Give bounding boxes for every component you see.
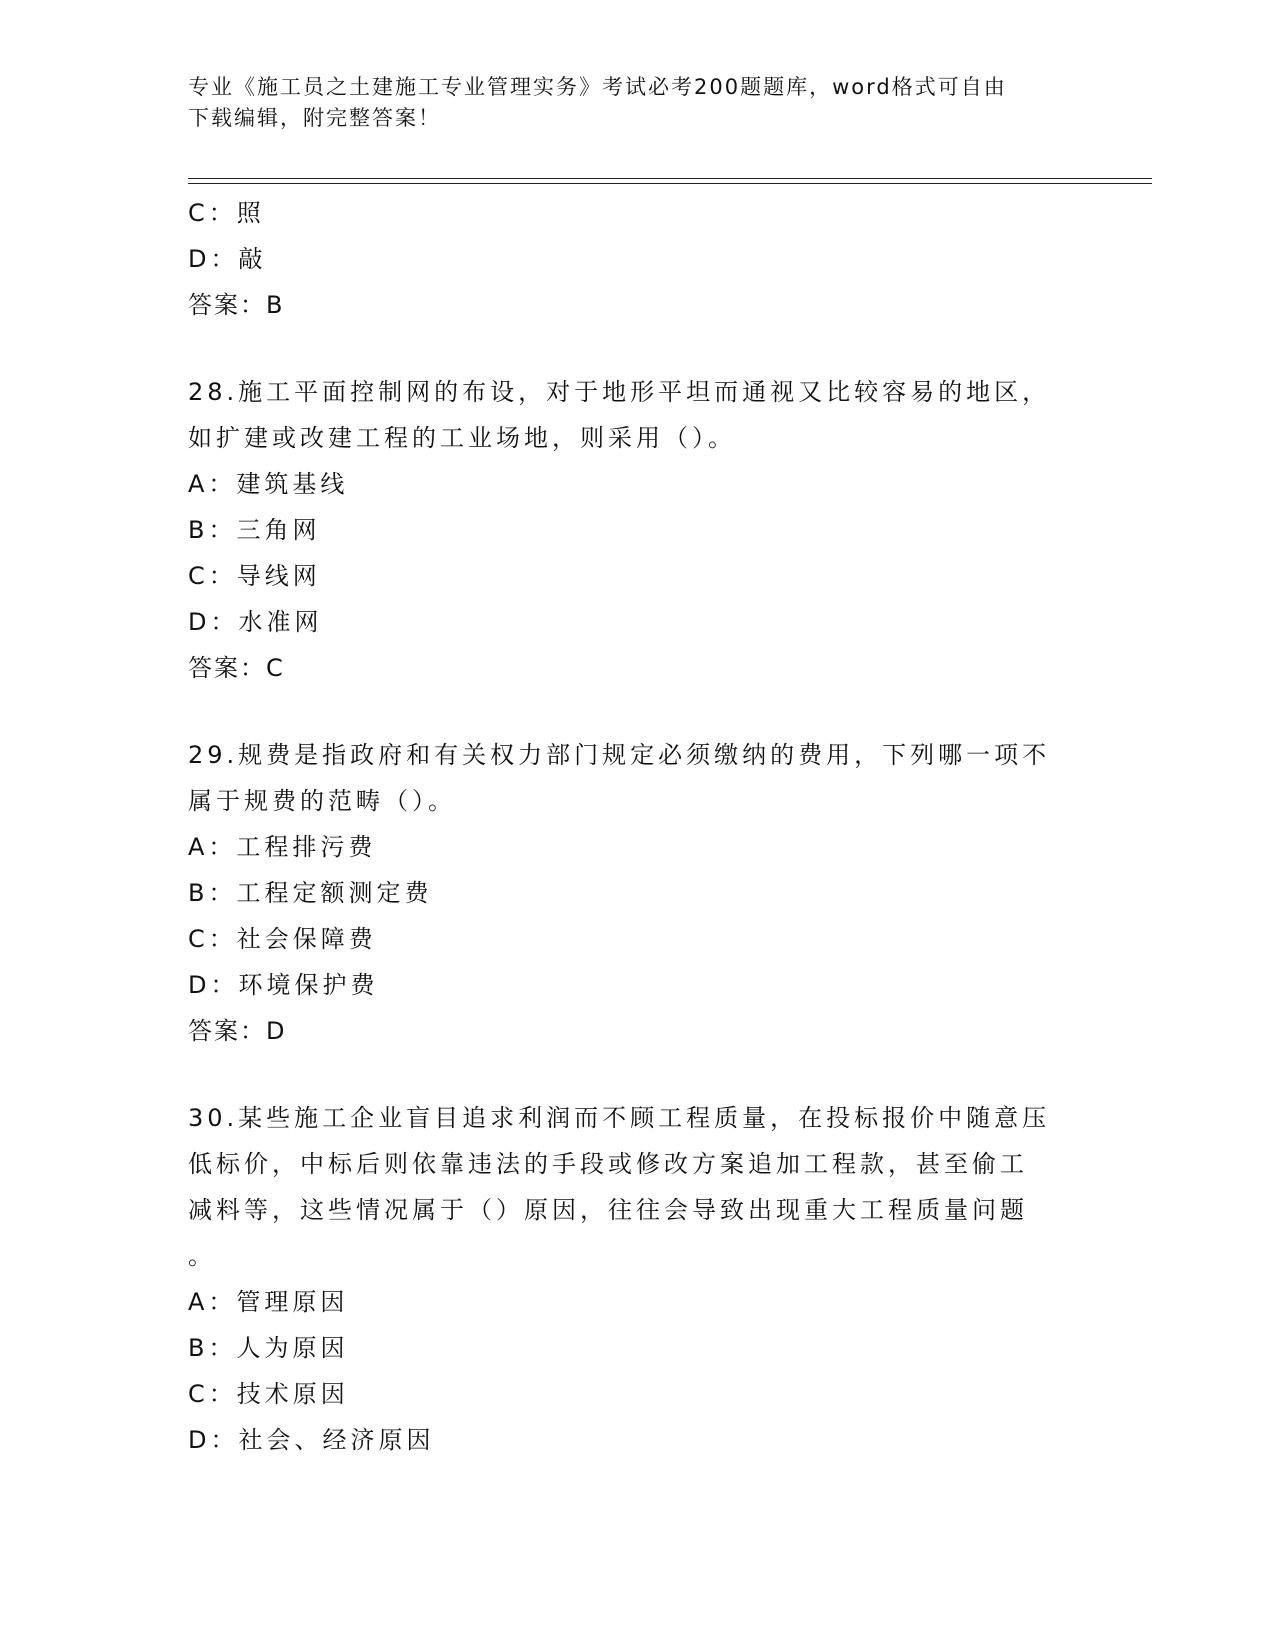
- question-29: [188, 732, 1088, 1054]
- question-text-line: 属于规费的范畴（）。: [188, 787, 456, 815]
- header-line-1: 专业《施工员之土建施工专业管理实务》考试必考200题题库，word格式可自由: [188, 75, 1007, 99]
- answer: 答案：C: [188, 654, 285, 682]
- answer: 答案：B: [188, 291, 285, 319]
- option-d: D：环境保护费: [188, 971, 379, 999]
- option-b: B：人为原因: [188, 1334, 349, 1362]
- question-text-line: 低标价，中标后则依靠违法的手段或修改方案追加工程款，甚至偷工: [188, 1150, 1028, 1178]
- question-text-line: 。: [188, 1242, 216, 1270]
- option-a: A：建筑基线: [188, 470, 349, 498]
- question-27-tail: [188, 190, 1088, 328]
- question-text-line: 28.施工平面控制网的布设，对于地形平坦而通视又比较容易的地区，: [188, 378, 1051, 406]
- option-d: D：水准网: [188, 608, 323, 636]
- header-line-2: 下载编辑，附完整答案！: [188, 106, 441, 130]
- option-d: D：社会、经济原因: [188, 1426, 435, 1454]
- question-text-line: 减料等，这些情况属于（）原因，往往会导致出现重大工程质量问题: [188, 1196, 1028, 1224]
- option-c: C：技术原因: [188, 1380, 349, 1408]
- question-text-line: 如扩建或改建工程的工业场地，则采用（）。: [188, 424, 736, 452]
- question-28: [188, 369, 1088, 691]
- option-d: D：敲: [188, 245, 267, 273]
- option-c: C：导线网: [188, 562, 321, 590]
- option-a: A：工程排污费: [188, 833, 377, 861]
- spacer: [188, 691, 1088, 732]
- answer: 答案：D: [188, 1017, 287, 1045]
- option-c: C：照: [188, 199, 265, 227]
- question-text-line: 30.某些施工企业盲目追求利润而不顾工程质量，在投标报价中随意压: [188, 1104, 1051, 1132]
- question-30: [188, 1095, 1088, 1463]
- document-body: [188, 190, 1088, 1463]
- option-b: B：三角网: [188, 516, 321, 544]
- spacer: [188, 1054, 1088, 1095]
- option-c: C：社会保障费: [188, 925, 377, 953]
- document-header: [188, 72, 1078, 134]
- question-text-line: 29.规费是指政府和有关权力部门规定必须缴纳的费用，下列哪一项不: [188, 741, 1051, 769]
- option-b: B：工程定额测定费: [188, 879, 433, 907]
- header-rule-top: [188, 178, 1152, 179]
- spacer: [188, 328, 1088, 369]
- header-rule-bottom: [188, 183, 1152, 184]
- option-a: A：管理原因: [188, 1288, 349, 1316]
